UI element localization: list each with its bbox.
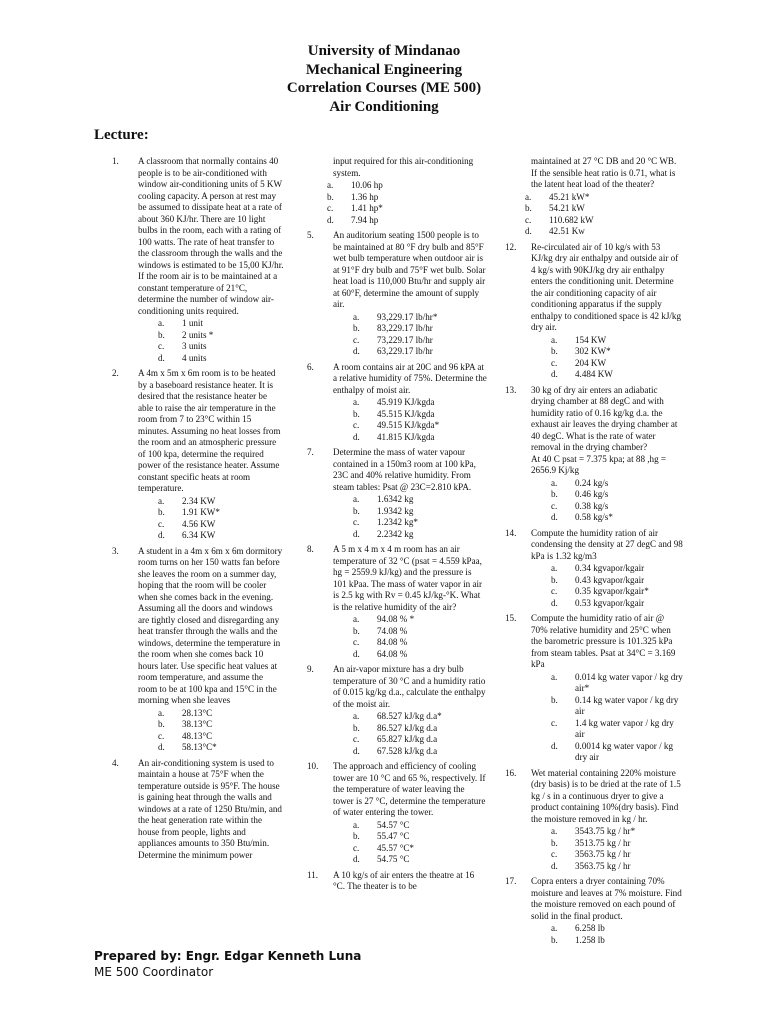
answer-option [551, 695, 683, 718]
option-text: 55.47 °C [377, 831, 410, 841]
option-letter: a. [551, 671, 558, 682]
option-text: 84.08 % [377, 637, 408, 647]
answer-option [158, 341, 284, 353]
question-text: Copra enters a dryer containing 70% moisture and leaves at 7% moisture. Find the moisture removed on each pound of solid in the final product. [531, 876, 682, 921]
question-item [307, 447, 487, 540]
option-text: 6.258 lb [575, 923, 605, 933]
option-letter: a. [353, 397, 360, 407]
column-1 [112, 156, 284, 865]
question-text: An air-conditioning system is used to maintain a house at 75°F when the temperature outside is 95°F. The house is gaining heat through the walls and windows at a rate of 1250 Btu/min, and the heat generation rate within the house from people, lights and appliances amounts to 350 Btu/min. Determine the minimum power [138, 757, 282, 860]
option-text: 1.6342 kg [377, 494, 414, 504]
option-letter: b. [327, 191, 334, 202]
question-text: An auditorium seating 1500 people is to be maintained at 80 °F dry bulb and 85°F wet bulb temperature when outdoor air is at 91°F dry bulb and 75°F wet bulb. Solar heat load is 110,000 Btu/hr and supply air at 60°F, determine the amount of supply air. [333, 230, 486, 309]
option-text: 28.13°C [182, 707, 213, 718]
option-letter: d. [551, 369, 558, 379]
option-letter: c. [551, 849, 558, 859]
question-number: 8. [307, 544, 314, 554]
answer-option [353, 614, 487, 626]
option-text: 1.2342 kg* [377, 517, 418, 527]
option-letter: d. [353, 528, 360, 539]
question-text: Re-circulated air of 10 kg/s with 53 KJ/kg dry air enthalpy and outside air of 4 kg/s with 90KJ/kg dry air enthalpy enters the conditioning unit. Determine the air conditioning capacity of air conditioning apparatus if the supply enthalpy to conditioned space is 42 kJ/kg dry air. [531, 241, 682, 332]
question-given-data: At 40 C psat = 7.375 kpa; at 88 ,hg = 2656.9 Kj/kg [531, 453, 667, 475]
option-text: 1.41 hp* [351, 203, 383, 213]
answer-option [353, 432, 487, 444]
option-text: 74.08 % [377, 625, 408, 636]
document-header [0, 42, 768, 116]
question-number: 12. [505, 241, 517, 252]
question-item [112, 758, 284, 862]
option-text: 4.56 KW [182, 518, 216, 529]
option-text: 45.21 kW* [549, 191, 590, 202]
question-item [112, 156, 284, 364]
question-text: A 4m x 5m x 6m room is to be heated by a baseboard resistance heater. It is desired that the resistance heater be able to raise the air temperature in the room from 7 to 23°C within 15 minutes. Assuming no heat losses from the room and an atmospheric pressure of 100 kpa, determine the required power of the resistance heater. Assume constant specific heats at room temperature. [138, 368, 281, 493]
answer-option [158, 330, 284, 342]
question-item [307, 761, 487, 866]
answer-option [327, 203, 487, 215]
answer-options [531, 826, 683, 872]
answer-option [353, 397, 487, 409]
option-letter: c. [551, 717, 558, 728]
question-text-continued: input required for this air-conditioning system. [333, 156, 474, 178]
option-letter: a. [327, 180, 334, 190]
answer-option [158, 708, 284, 720]
option-letter: c. [158, 341, 165, 351]
question-text: Compute the humidity ration of air condensing the density at 27 degC and 98 kPa is 1.32 kg/m3 [531, 527, 683, 561]
option-letter: a. [353, 711, 360, 721]
answer-option [551, 489, 683, 501]
option-letter: d. [158, 530, 165, 540]
option-text: 3563.75 kg / hr [575, 860, 631, 871]
question-text: Compute the humidity ratio of air @ 70% relative humidity and 25°C when the barometric pressure is 101.325 kPa from steam tables. Psat at 34°C = 3.169 kPa [531, 613, 676, 669]
footer [94, 948, 361, 980]
question-text: A room contains air at 20C and 96 kPA at a relative humidity of 75%. Determine the enthalpy of moist air. [333, 361, 487, 395]
answer-options [138, 496, 284, 542]
option-letter: d. [353, 854, 360, 864]
answer-option [551, 575, 683, 587]
option-letter: b. [353, 722, 360, 733]
answer-option [353, 843, 487, 855]
option-letter: c. [353, 637, 360, 647]
question-number: 6. [307, 361, 314, 372]
answer-option [551, 501, 683, 513]
answer-option [525, 192, 683, 204]
option-text: 3 units [182, 341, 207, 351]
answer-option [353, 626, 487, 638]
answer-option [551, 838, 683, 850]
answer-option [353, 420, 487, 432]
answer-option [551, 935, 683, 947]
option-text: 54.57 °C [377, 819, 410, 830]
answer-options [531, 923, 683, 946]
option-text: 3563.75 kg / hr [575, 849, 631, 859]
option-text: 68.527 kJ/kg d.a* [377, 711, 442, 721]
answer-option [551, 672, 683, 695]
answer-option [353, 517, 487, 529]
option-text: 1 unit [182, 318, 203, 328]
option-text: 0.38 kg/s [575, 500, 609, 511]
question-item [112, 368, 284, 542]
answer-option [353, 820, 487, 832]
option-text: 42.51 Kw [549, 226, 585, 236]
option-letter: d. [551, 512, 558, 522]
question-number: 13. [505, 384, 517, 395]
answer-option [327, 192, 487, 204]
option-text: 65.827 kJ/kg d.a [377, 734, 438, 744]
option-text: 0.53 kgvapor/kgair [575, 597, 645, 608]
option-letter: b. [551, 837, 558, 848]
answer-option [353, 831, 487, 843]
question-number: 14. [505, 527, 517, 538]
question-text: A student in a 4m x 6m x 6m dormitory room turns on her 150 watts fan before she leaves the room on a summer day, hoping that the room will be cooler when she comes back in the evening. Assuming all the doors and windows are tightly closed and disregarding any heat transfer through the walls and the windows, determine the temperature in the room when she comes back 10 hours later. Use specific heat values at room temperature, and assume the room to be at 100 kpa and 15°C in the morning when she leaves [138, 545, 283, 705]
option-text: 86.527 kJ/kg d.a [377, 722, 438, 733]
question-number: 10. [307, 761, 319, 771]
option-text: 2.34 KW [182, 495, 216, 506]
option-letter: a. [551, 826, 558, 836]
option-text: 2 units * [182, 329, 214, 340]
answer-option [158, 353, 284, 365]
question-item [505, 528, 683, 610]
option-text: 1.91 KW* [182, 507, 220, 517]
answer-option [551, 335, 683, 347]
option-letter: a. [158, 495, 165, 506]
option-letter: d. [353, 648, 360, 659]
question-item [307, 870, 487, 893]
question-text-continued: maintained at 27 °C DB and 20 °C WB. If the sensible heat ratio is 0.71, what is the latent heat load of the theater? [531, 156, 677, 189]
answer-option [158, 507, 284, 519]
answer-option [158, 719, 284, 731]
option-text: 83,229.17 lb/hr [377, 323, 433, 333]
answer-option [525, 203, 683, 215]
option-letter: d. [353, 346, 360, 356]
question-number: 4. [112, 757, 119, 768]
option-letter: c. [158, 730, 165, 741]
option-text: 64.08 % [377, 648, 408, 659]
continued-question [505, 156, 683, 238]
option-text: 73,229.17 lb/hr [377, 334, 433, 345]
option-letter: c. [353, 734, 360, 744]
question-number: 2. [112, 368, 119, 378]
answer-options [505, 192, 683, 238]
option-text: 110.682 kW [549, 214, 594, 225]
option-text: 1.9342 kg [377, 505, 414, 516]
answer-options [333, 397, 487, 443]
option-text: 0.014 kg water vapor / kg dry air* [575, 671, 683, 693]
question-item [112, 546, 284, 754]
option-letter: b. [353, 408, 360, 419]
option-text: 0.14 kg water vapor / kg dry air [575, 694, 679, 716]
option-letter: d. [525, 226, 532, 236]
university-name: University of Mindanao [307, 43, 461, 59]
option-text: 4.484 KW [575, 369, 613, 379]
answer-option [353, 649, 487, 661]
option-text: 10.06 hp [351, 180, 383, 190]
option-letter: a. [525, 191, 532, 202]
option-text: 45.57 °C* [377, 842, 414, 853]
option-letter: c. [327, 203, 334, 213]
option-text: 0.0014 kg water vapor / kg dry air [575, 740, 673, 762]
answer-options [333, 494, 487, 540]
answer-options [333, 614, 487, 660]
answer-options [138, 708, 284, 754]
option-letter: b. [353, 625, 360, 636]
answer-option [158, 519, 284, 531]
option-letter: b. [551, 346, 558, 356]
question-item [307, 362, 487, 444]
option-text: 3543.75 kg / hr* [575, 826, 636, 836]
option-letter: b. [158, 507, 165, 517]
answer-option [551, 923, 683, 935]
question-number: 11. [307, 869, 319, 880]
answer-option [158, 318, 284, 330]
option-letter: b. [525, 203, 532, 213]
answer-options [333, 312, 487, 358]
answer-options [307, 180, 487, 226]
question-text: The approach and efficiency of cooling tower are 10 °C and 65 %, respectively. If the temperature of water leaving the tower is 27 °C, determine the temperature of water entering the tower. [333, 761, 486, 817]
answer-option [525, 215, 683, 227]
column-2 [307, 156, 487, 897]
option-letter: a. [353, 614, 360, 624]
answer-options [333, 711, 487, 757]
question-item [307, 230, 487, 358]
question-item [505, 242, 683, 381]
question-number: 1. [112, 156, 119, 166]
option-letter: b. [158, 329, 165, 340]
option-letter: c. [551, 357, 558, 368]
option-text: 1.4 kg water vapor / kg dry air [575, 717, 674, 739]
option-letter: b. [353, 505, 360, 516]
question-item [307, 544, 487, 660]
option-letter: a. [551, 334, 558, 345]
question-text: An air-vapor mixture has a dry bulb temperature of 30 °C and a humidity ratio of 0.015 kg/kg d.a., calculate the enthalpy of the moist air. [333, 664, 486, 709]
question-number: 15. [505, 613, 517, 623]
option-letter: b. [158, 719, 165, 729]
option-letter: b. [353, 323, 360, 333]
option-letter: d. [353, 431, 360, 442]
answer-option [158, 496, 284, 508]
topic-title: Air Conditioning [329, 98, 439, 115]
option-letter: a. [353, 311, 360, 322]
option-text: 1.258 lb [575, 934, 605, 945]
answer-option [353, 409, 487, 421]
answer-options [333, 820, 487, 866]
option-letter: c. [551, 500, 558, 511]
answer-option [353, 854, 487, 866]
question-number: 3. [112, 545, 119, 556]
question-number: 9. [307, 664, 314, 674]
answer-option [353, 529, 487, 541]
option-letter: c. [353, 842, 360, 853]
answer-option [158, 742, 284, 754]
option-text: 58.13°C* [182, 742, 217, 752]
option-text: 49.515 KJ/kgda* [377, 420, 440, 430]
option-text: 41.815 KJ/kgda [377, 431, 435, 442]
option-letter: b. [551, 489, 558, 499]
option-letter: c. [353, 517, 360, 527]
answer-options [531, 478, 683, 524]
option-letter: d. [551, 740, 558, 751]
answer-option [353, 506, 487, 518]
question-text: A classroom that normally contains 40 people is to be air-conditioned with window air-conditioning units of 5 KW cooling capacity. A person at rest may be assumed to dissipate heat at a rate of about 360 KJ/hr. There are 10 light bulbs in the room, each with a rating of 100 watts. The rate of heat transfer to the classroom through the walls and the windows is estimated to be 15,00 KJ/hr. If the room air is to be maintained at a constant temperature of 21°C, determine the number of window air-conditioning units required. [138, 156, 284, 316]
answer-option [353, 494, 487, 506]
answer-option [353, 746, 487, 758]
answer-option [551, 861, 683, 873]
answer-option [353, 723, 487, 735]
answer-option [551, 512, 683, 524]
option-text: 302 KW* [575, 346, 611, 356]
answer-options [531, 563, 683, 609]
answer-option [158, 530, 284, 542]
answer-option [353, 637, 487, 649]
column-3 [505, 156, 683, 950]
answer-option [158, 731, 284, 743]
prepared-by: Prepared by: Engr. Edgar Kenneth Luna [94, 949, 362, 963]
question-text: Wet material containing 220% moisture (dry basis) is to be dried at the rate of 1.5 kg / s in a continuous dryer to give a product containing 10%(dry basis). Find the moisture removed in kg / hr. [531, 767, 681, 824]
option-text: 54.75 °C [377, 854, 410, 864]
question-item [307, 664, 487, 757]
answer-option [551, 346, 683, 358]
answer-option [551, 826, 683, 838]
option-text: 1.36 hp [351, 191, 379, 202]
answer-option [551, 849, 683, 861]
option-text: 63,229.17 lb/hr [377, 346, 433, 356]
question-text: A 10 kg/s of air enters the theatre at 16 °C. The theater is to be [333, 869, 475, 891]
option-letter: b. [551, 934, 558, 945]
answer-option [353, 312, 487, 324]
answer-option [327, 215, 487, 227]
answer-option [551, 358, 683, 370]
option-letter: c. [158, 518, 165, 529]
option-letter: b. [353, 831, 360, 841]
option-text: 0.24 kg/s [575, 477, 609, 488]
option-letter: a. [158, 318, 165, 328]
option-letter: a. [158, 707, 165, 718]
option-letter: a. [551, 563, 558, 573]
option-letter: a. [353, 819, 360, 830]
option-letter: a. [353, 494, 360, 504]
option-text: 48.13°C [182, 730, 213, 741]
continued-question [307, 156, 487, 226]
question-number: 5. [307, 230, 314, 240]
answer-option [525, 226, 683, 238]
option-letter: c. [353, 420, 360, 430]
question-number: 7. [307, 447, 314, 457]
answer-options [531, 672, 683, 764]
option-text: 45.515 KJ/kgda [377, 408, 435, 419]
option-text: 93,229.17 lb/hr* [377, 311, 438, 322]
course-title: Correlation Courses (ME 500) [286, 80, 482, 96]
coordinator-role: ME 500 Coordinator [94, 965, 214, 979]
option-letter: a. [551, 923, 558, 933]
lecture-heading: Lecture: [94, 127, 149, 143]
question-text: A 5 m x 4 m x 4 m room has an air temperature of 32 °C (psat = 4.559 kPaa, hg = 2559.9 kJ/kg) and the pressure is 101 kPaa. The mass of water vapor in air is 2.5 kg with Rv = 0.45 kJ/kg-°K. What is the relative humidity of the air? [333, 544, 483, 612]
option-letter: c. [551, 586, 558, 596]
answer-options [531, 335, 683, 381]
option-text: 204 KW [575, 357, 607, 368]
option-text: 0.35 kgvapor/kgair* [575, 586, 649, 596]
option-text: 0.46 kg/s [575, 489, 609, 499]
option-text: 38.13°C [182, 719, 213, 729]
answer-option [551, 563, 683, 575]
question-text: 30 kg of dry air enters an adiabatic drying chamber at 88 degC and with humidity ratio of 0.16 kg/kg d.a. the exhaust air leaves the drying chamber at 40 degC. What is the rate of water removal in the drying chamber? [531, 384, 678, 452]
option-text: 0.34 kgvapor/kgair [575, 563, 645, 573]
answer-option [327, 180, 487, 192]
option-text: 2.2342 kg [377, 528, 414, 539]
answer-option [551, 369, 683, 381]
option-text: 54.21 kW [549, 203, 585, 213]
question-number: 17. [505, 876, 517, 886]
option-text: 67.528 kJ/kg d.a [377, 745, 438, 756]
option-letter: d. [327, 214, 334, 225]
option-letter: b. [551, 694, 558, 705]
answer-option [353, 346, 487, 358]
option-text: 3513.75 kg / hr [575, 837, 631, 848]
option-text: 45.919 KJ/kgda [377, 397, 435, 407]
option-text: 0.43 kgvapor/kgair [575, 574, 645, 585]
option-letter: b. [551, 574, 558, 585]
answer-option [551, 586, 683, 598]
question-item [505, 613, 683, 764]
question-text: Determine the mass of water vapour contained in a 150m3 room at 100 kPa, 23C and 40% relative humidity. From steam tables: Psat @ 23C=2.810 kPA. [333, 447, 476, 492]
option-letter: d. [158, 742, 165, 752]
option-text: 6.34 KW [182, 530, 216, 540]
question-item [505, 876, 683, 946]
department-name: Mechanical Engineering [305, 61, 463, 78]
option-text: 94.08 % * [377, 614, 415, 624]
answer-option [551, 718, 683, 741]
answer-option [353, 323, 487, 335]
answer-option [353, 711, 487, 723]
answer-option [353, 335, 487, 347]
question-item [505, 768, 683, 873]
option-text: 4 units [182, 352, 207, 363]
answer-options [138, 318, 284, 364]
option-text: 7.94 hp [351, 214, 379, 225]
answer-option [551, 598, 683, 610]
option-letter: d. [551, 860, 558, 871]
option-letter: c. [525, 214, 532, 225]
option-text: 0.58 kg/s* [575, 512, 613, 522]
option-letter: d. [353, 745, 360, 756]
option-letter: d. [551, 597, 558, 608]
answer-option [551, 741, 683, 764]
answer-option [551, 478, 683, 490]
option-letter: c. [353, 334, 360, 345]
option-letter: d. [158, 352, 165, 363]
question-number: 16. [505, 767, 517, 778]
option-letter: a. [551, 477, 558, 488]
option-text: 154 KW [575, 334, 607, 345]
question-item [505, 385, 683, 524]
answer-option [353, 734, 487, 746]
